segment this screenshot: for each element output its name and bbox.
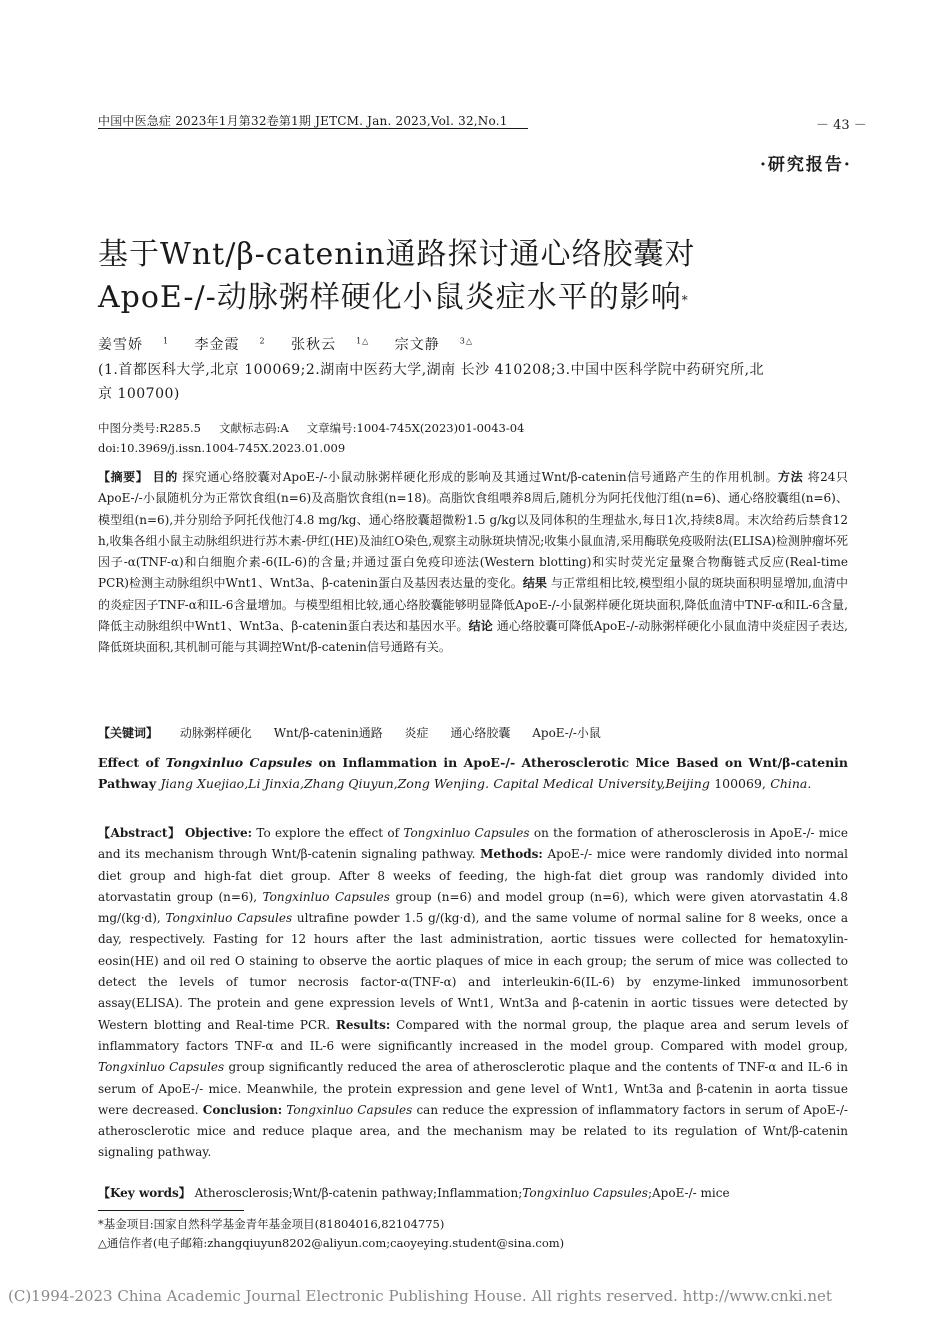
author-name: 张秋云 — [291, 337, 337, 353]
en-objective-label: Objective: — [184, 826, 253, 840]
en-drug-name: Tongxinluo Capsules — [98, 1060, 225, 1075]
results-text: 与正常组相比较,模型组小鼠的斑块面积明显增加,血清中的炎症因子TNF-α和IL-6含量增加。与模型组相比较,通心络胶囊能够明显降低ApoE-/-小鼠粥样硬化斑块面积,降低血清中TNF-α和IL-6含量,降低主动脉组织中Wnt1、Wnt3a、β-catenin蛋白表达和基因水平。 — [98, 576, 848, 634]
en-results-text: Compared with the normal group, the plaque area and serum levels of inflammatory factors TNF-α and IL-6 were significantly increased in the model group. Compared with model group, — [98, 1017, 848, 1053]
en-drug-name: Tongxinluo Capsules — [403, 826, 530, 840]
page-number: － 43 － — [816, 118, 867, 133]
keyword: ApoE-/-小鼠 — [532, 726, 601, 740]
en-methods-text: group (n=6) and model group (n=6), which were given atorvastatin 4.8 mg/(kg·d), — [98, 889, 848, 926]
article-title-line1: 基于Wnt/β-catenin通路探讨通心络胶囊对 — [98, 237, 696, 272]
author — [395, 337, 473, 353]
fund-footnote: *基金项目:国家自然科学基金青年基金项目(81804016,82104775) — [98, 1217, 445, 1231]
en-keywords: Atherosclerosis;Wnt/β-catenin pathway;Inflammation; — [194, 1186, 523, 1200]
abstract-chinese — [98, 467, 848, 659]
title-footnote-mark: * — [681, 293, 689, 307]
article-number: 文章编号:1004-745X(2023)01-0043-04 — [306, 421, 525, 435]
en-title-part: on Inflammation in ApoE-/- Atherosclerotic Mice Based on Wnt/β-catenin Pathway — [98, 755, 848, 792]
en-abstract-label: 【Abstract】 — [98, 826, 181, 840]
copyright-line: (C)1994-2023 China Academic Journal Electronic Publishing House. All rights reserved. http://www.cnki.net — [8, 1287, 832, 1305]
conclusion-label: 结论 — [468, 619, 493, 634]
en-methods-text: ApoE-/- mice were randomly divided into normal diet group and high-fat diet group. After 8 weeks of feeding, the high-fat diet group was randomly divided into atorvastatin group (n=6), — [98, 847, 848, 904]
author — [98, 337, 169, 353]
keyword: 炎症 — [404, 726, 429, 740]
abstract-english — [98, 823, 848, 1164]
objective-text: 探究通心络胶囊对ApoE-/-小鼠动脉粥样硬化形成的影响及其通过Wnt/β-catenin信号通路产生的作用机制。 — [182, 470, 779, 484]
en-postcode: 100069, — [714, 776, 766, 792]
en-keyword-drug: Tongxinluo Capsules — [522, 1186, 648, 1200]
en-methods-text: ultrafine powder 1.5 g/(kg·d), and the same volume of normal saline for 8 weeks, once a day, respectively. Fasting for 12 hours after the last administration, aortic tissues were collected for hematoxylin-eosin(HE) and oil red O staining to observe the aortic plaques of mice in each group; the serum of mice was collected to detect the levels of tumor necrosis factor-α(TNF-α) and interleukin-6(IL-6) by enzyme-linked immunosorbent assay(ELISA). The protein and gene expression levels of Wnt1, Wnt3a and β-catenin in aortic tissues were detected by Western blotting and Real-time PCR. — [98, 911, 848, 1032]
en-results-text: group significantly reduced the area of atherosclerotic plaque and the contents of TNF-α and IL-6 in serum of ApoE-/- mice. Meanwhile, the protein expression and gene level of Wnt1, Wnt3a and β-catenin in aorta tissue were decreased. — [98, 1060, 848, 1117]
en-drug-name: Tongxinluo Capsules — [286, 1102, 413, 1117]
conclusion-text: 通心络胶囊可降低ApoE-/-动脉粥样硬化小鼠血清中炎症因子表达,降低斑块面积,其机制可能与其调控Wnt/β-catenin信号通路有关。 — [98, 619, 848, 655]
objective-label: 目的 — [152, 470, 178, 484]
en-country: China. — [770, 776, 812, 792]
en-drug-name: Tongxinluo Capsules — [262, 889, 390, 904]
methods-label: 方法 — [778, 470, 804, 484]
en-conclusion-label: Conclusion: — [202, 1102, 283, 1117]
en-objective-text: To explore the effect of — [256, 826, 400, 840]
abstract-label: 【摘要】 — [98, 470, 149, 484]
author — [195, 337, 266, 353]
results-label: 结果 — [522, 576, 547, 591]
classification-line — [98, 420, 524, 436]
column-label: ·研究报告· — [760, 155, 852, 175]
methods-text: 将24只ApoE-/-小鼠随机分为正常饮食组(n=6)及高脂饮食组(n=18)。高脂饮食组喂养8周后,随机分为阿托伐他汀组(n=6)、通心络胶囊组(n=6)、模型组(n=6),并分别给予阿托伐他汀4.8 mg/kg、通心络胶囊超微粉1.5 g/kg以及同体积的生理盐水,每日1次,持续8周。末次给药后禁食12 h,收集各组小鼠主动脉组织进行苏木素-伊红(HE)及油红O染色,观察主动脉斑块情况;收集小鼠血清,采用酶联免疫吸附法(ELISA)检测肿瘤坏死因子-α(TNF-α)和白细胞介素-6(IL-6)的含量;并通过蛋白免疫印迹法(Western blotting)和实时荧光定量聚合物酶链式反应(Real-time PCR)检测主动脉组织中Wnt1、Wnt3a、β-catenin蛋白及基因表达量的变化。 — [98, 470, 848, 591]
keyword: 通心络胶囊 — [450, 726, 511, 740]
en-title-drug: Tongxinluo Capsules — [165, 755, 313, 770]
journal-header: 中国中医急症 2023年1月第32卷第1期 JETCM. Jan. 2023,Vol. 32,No.1 — [98, 114, 508, 128]
author-name: 宗文静 — [394, 337, 440, 353]
footnote-rule — [98, 1210, 244, 1211]
keywords-english — [98, 1183, 848, 1204]
english-title — [98, 752, 848, 795]
en-title-part: Effect of — [98, 755, 160, 770]
author-affil-mark: 3△ — [459, 336, 474, 346]
en-keywords-label: 【Key words】 — [98, 1186, 191, 1200]
author-name: 姜雪娇 — [98, 337, 143, 353]
author-affil-mark: 1 — [163, 336, 170, 346]
author-list — [98, 334, 493, 354]
header-rule — [98, 128, 528, 129]
en-keywords: ;ApoE-/- mice — [647, 1186, 730, 1200]
doi: doi:10.3969/j.issn.1004-745X.2023.01.009 — [98, 441, 346, 455]
en-conclusion-text: can reduce the expression of inflammatory factors in serum of ApoE-/-atherosclerotic mice and reduce plaque area, and the mechanism may be related to its regulation of Wnt/β-catenin signaling pathway. — [98, 1102, 848, 1160]
keyword: 动脉粥样硬化 — [179, 726, 252, 740]
title-line2-text: ApoE-/-动脉粥样硬化小鼠炎症水平的影响 — [98, 280, 682, 315]
article-title-line2 — [98, 276, 858, 320]
document-code: 文献标志码:A — [218, 421, 289, 435]
author-affil-mark: 2 — [259, 336, 266, 346]
en-methods-label: Methods: — [480, 847, 543, 862]
author-affil-mark: 1△ — [356, 336, 370, 346]
author-name: 李金霞 — [194, 337, 240, 353]
en-objective-text: on the formation of atherosclerosis in ApoE-/- mice and its mechanism through Wnt/β-catenin signaling pathway. — [98, 826, 848, 862]
corresponding-footnote: △通信作者(电子邮箱:zhangqiuyun8202@aliyun.com;caoyeying.student@sina.com) — [98, 1236, 565, 1250]
keyword: Wnt/β-catenin通路 — [273, 726, 383, 740]
keywords-chinese — [98, 723, 848, 744]
en-affiliation: Capital Medical University,Beijing — [493, 776, 710, 792]
keywords-label: 【关键词】 — [98, 726, 159, 740]
clc-number: 中图分类号:R285.5 — [98, 421, 201, 435]
affiliations: (1.首都医科大学,北京 100069;2.湖南中医药大学,湖南 长沙 410208;3.中国中医科学院中药研究所,北京 100700) — [98, 362, 765, 402]
en-results-label: Results: — [335, 1017, 391, 1032]
author — [291, 337, 369, 353]
en-authors: Jiang Xuejiao,Li Jinxia,Zhang Qiuyun,Zong Wenjing. — [160, 776, 490, 792]
en-drug-name: Tongxinluo Capsules — [165, 911, 293, 926]
